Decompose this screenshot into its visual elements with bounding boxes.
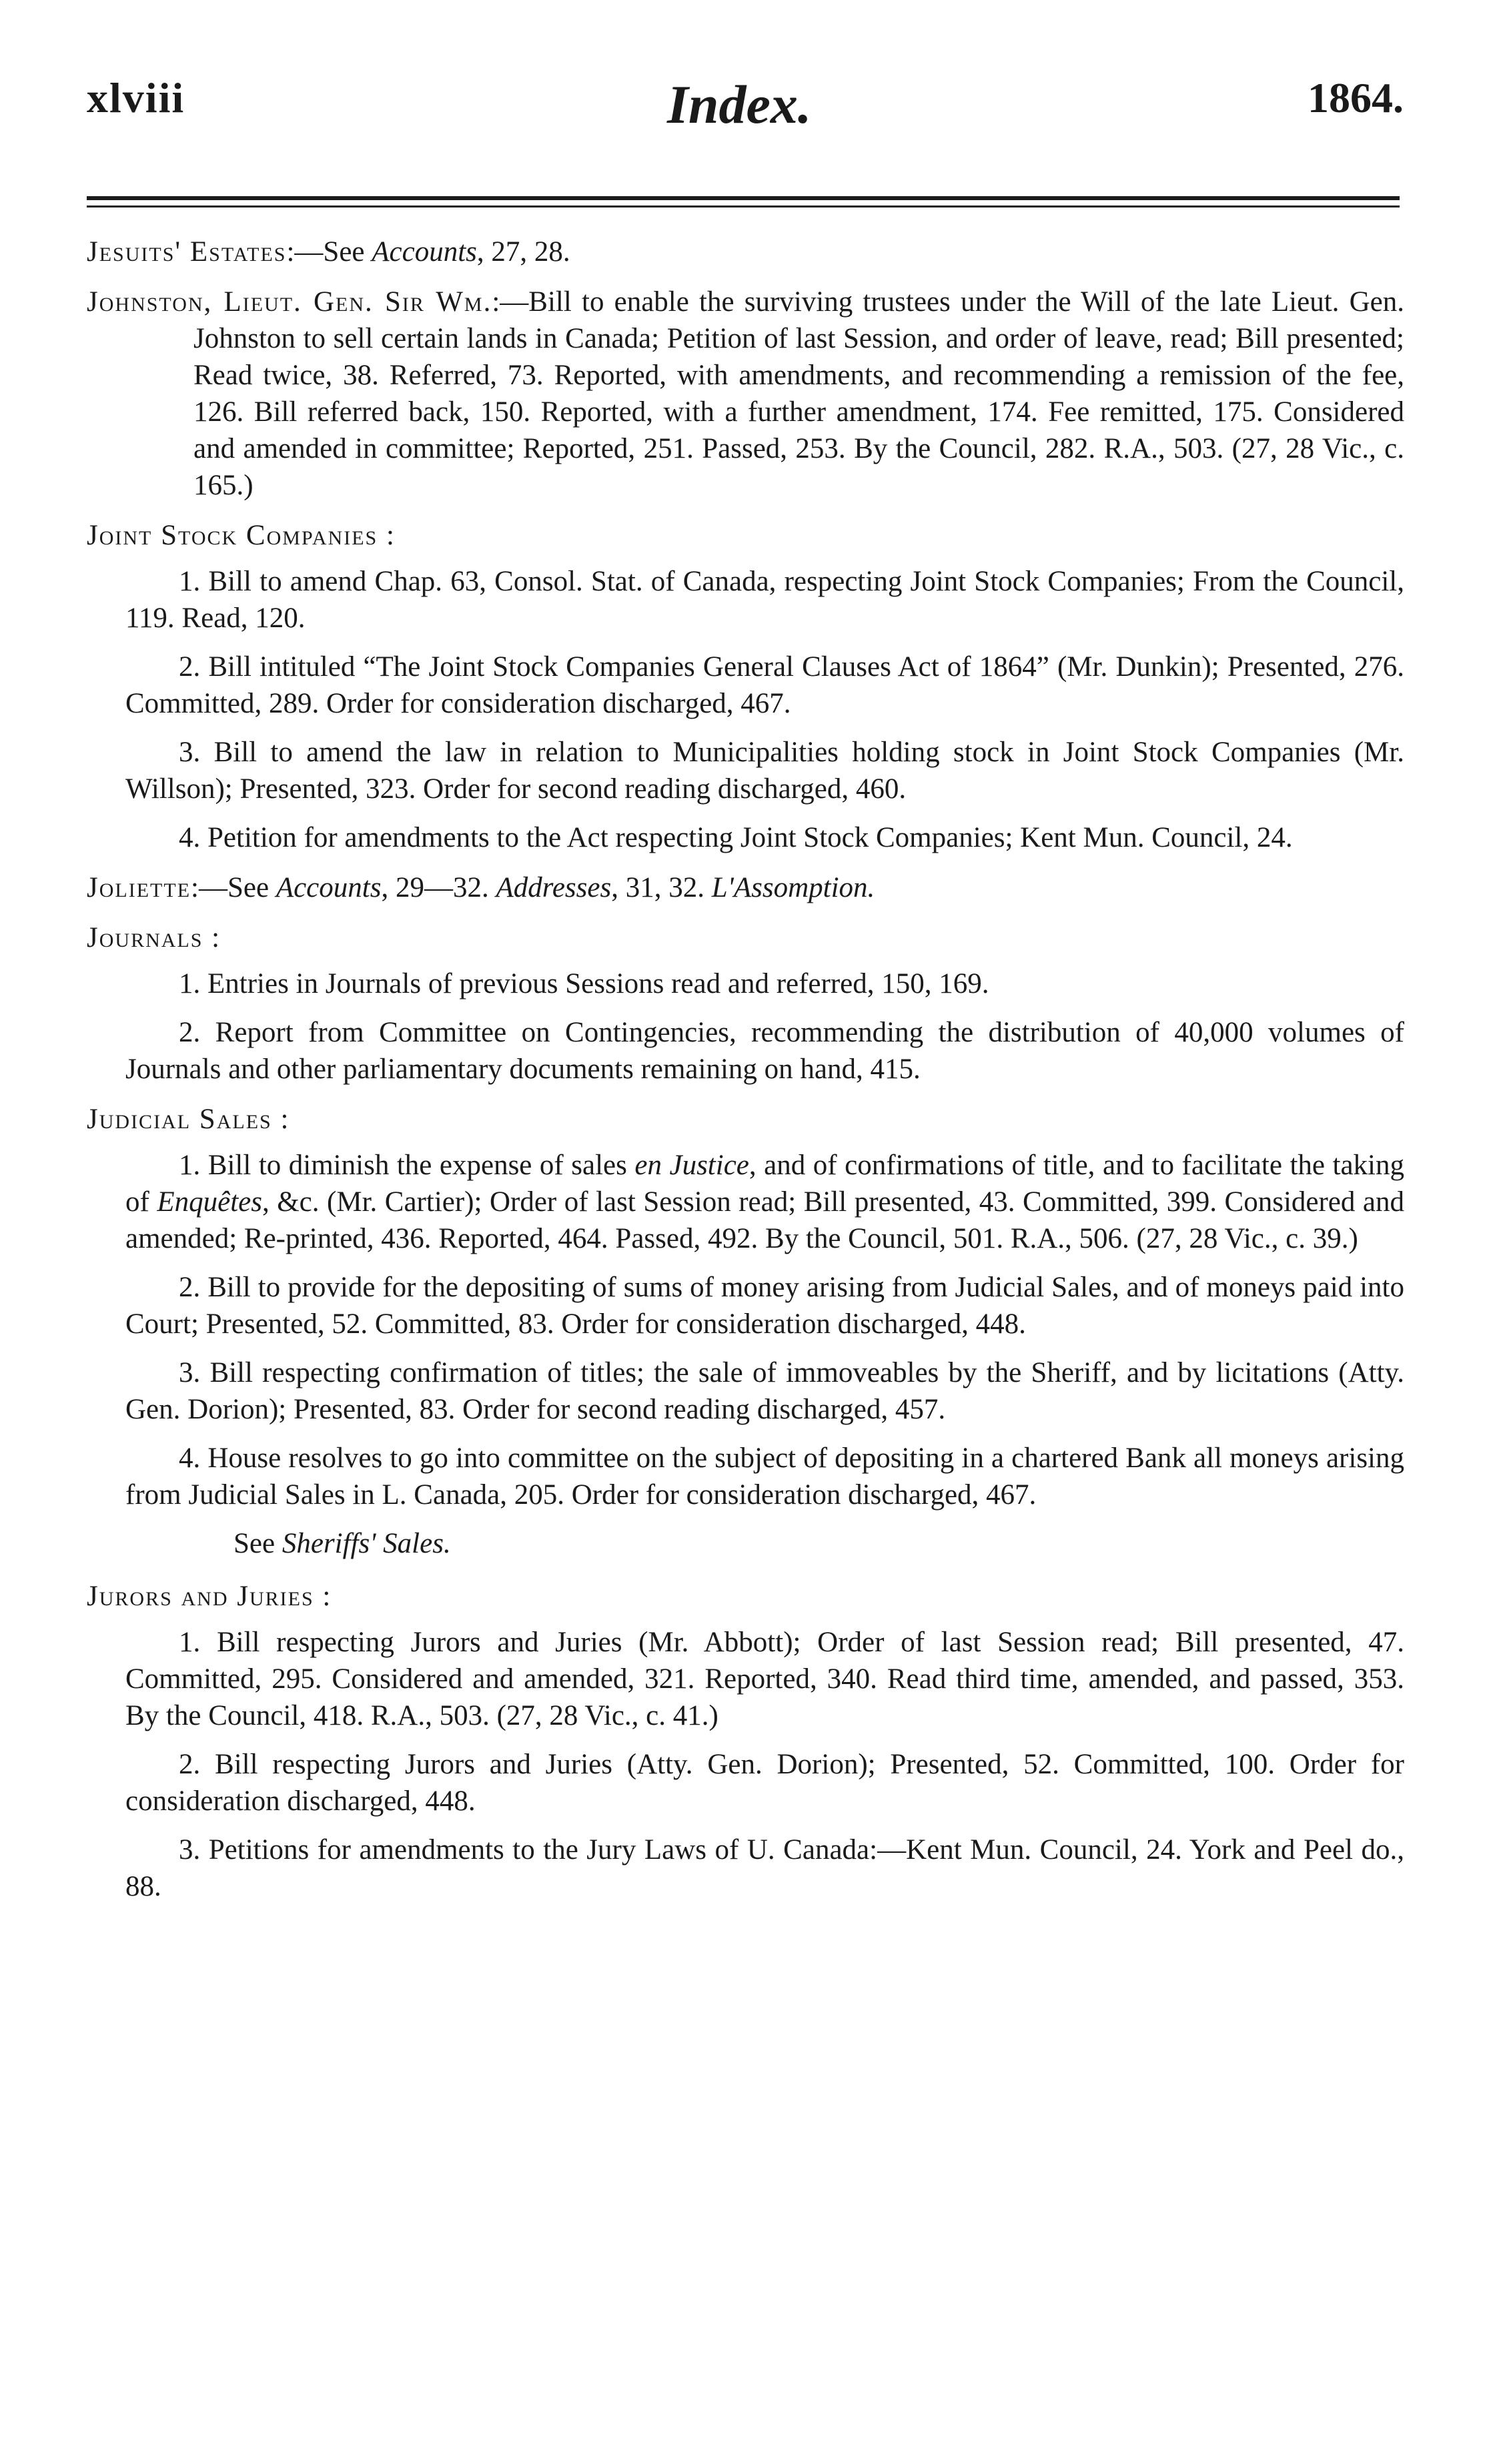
sub-item: 3. Petitions for amendments to the Jury Laws of U. Canada:—Kent Mun. Council, 24. York and Peel do., 88. <box>125 1834 1404 1902</box>
entry-heading: Judicial Sales : <box>87 1104 290 1135</box>
sub-item: 2. Bill intituled “The Joint Stock Companies General Clauses Act of 1864” (Mr. Dunkin); Presented, 276. Committed, 289. Order for consideration discharged, 467. <box>125 651 1404 719</box>
header-rule-thick <box>87 196 1400 200</box>
cross-reference: Accounts <box>372 236 477 268</box>
sub-item: 1. Bill respecting Jurors and Juries (Mr. Abbott); Order of last Session read; Bill presented, 47. Committed, 295. Considered and amended, 321. Reported, 340. Read third time, amended, and passed, 353. By the Council, 418. R.A., 503. (27, 28 Vic., c. 41.) <box>125 1627 1404 1731</box>
cross-reference: Sheriffs' Sales. <box>282 1528 451 1559</box>
entry-heading: Jesuits' Estates <box>87 236 287 268</box>
cross-reference: Addresses <box>496 872 612 903</box>
sub-item: 2. Bill to provide for the depositing of sums of money arising from Judicial Sales, and of moneys paid into Court; Presented, 52. Committed, 83. Order for consideration discharged, 448. <box>125 1272 1404 1340</box>
index-body <box>87 234 1404 1918</box>
sub-item: 1. Entries in Journals of previous Sessions read and referred, 150, 169. <box>179 968 989 999</box>
entry-judicial-sales <box>87 1101 1404 1562</box>
see-also: See Sheriffs' Sales. <box>233 1528 451 1559</box>
cross-reference: L'Assomption. <box>711 872 875 903</box>
entry-joint-stock-companies <box>87 517 1404 856</box>
sub-item: 2. Report from Committee on Contingencies, recommending the distribution of 40,000 volumes of Journals and other parliamentary documents remaining on hand, 415. <box>125 1017 1404 1085</box>
entry-heading: Johnston, Lieut. Gen. Sir Wm. <box>87 286 492 318</box>
entry-heading: Joint Stock Companies : <box>87 520 396 551</box>
header-rule-thin <box>87 206 1400 208</box>
page-number: xlviii <box>87 74 185 121</box>
entry-journals <box>87 919 1404 1088</box>
cross-reference: Accounts <box>276 872 382 903</box>
sub-item: 4. Petition for amendments to the Act respecting Joint Stock Companies; Kent Mun. Council, 24. <box>179 822 1293 853</box>
sub-item: 1. Bill to diminish the expense of sales en Justice, and of confirmations of title, and to facilitate the taking of Enquêtes, &c. (Mr. Cartier); Order of last Session read; Bill presented, 43. Committed, 399. Considered and amended; Re-printed, 436. Reported, 464. Passed, 492. By the Council, 501. R.A., 506. (27, 28 Vic., c. 39.) <box>125 1150 1404 1254</box>
entry-heading: Journals : <box>87 922 221 953</box>
sub-item: 4. House resolves to go into committee on the subject of depositing in a chartered Bank all moneys arising from Judicial Sales in L. Canada, 205. Order for consideration discharged, 467. <box>125 1443 1404 1511</box>
entry-text: :—Bill to enable the surviving trustees under the Will of the late Lieut. Gen. Johnston to sell certain lands in Canada; Petition of last Session, and order of leave, read; Bill presented; Read twice, 38. Referred, 73. Reported, with amendments, and recommending a remission of the fee, 126. Bill referred back, 150. Reported, with a further amendment, 174. Fee remitted, 175. Considered and amended in committee; Reported, 251. Passed, 253. By the Council, 282. R.A., 503. (27, 28 Vic., c. 165.) <box>193 286 1404 501</box>
entry-joliette: Joliette:—See Accounts, 29—32. Addresses, 31, 32. L'Assomption. <box>87 872 875 903</box>
sub-item: 1. Bill to amend Chap. 63, Consol. Stat. of Canada, respecting Joint Stock Companies; From the Council, 119. Read, 120. <box>125 566 1404 634</box>
sub-item: 3. Bill to amend the law in relation to Municipalities holding stock in Joint Stock Companies (Mr. Willson); Presented, 323. Order for second reading discharged, 460. <box>125 737 1404 805</box>
entry-jurors-and-juries <box>87 1578 1404 1905</box>
entry-heading: Jurors and Juries : <box>87 1581 332 1612</box>
entry-johnston <box>87 284 1404 504</box>
page-header <box>0 73 1493 173</box>
entry-jesuits-estates: Jesuits' Estates:—See Accounts, 27, 28. <box>87 236 570 268</box>
entry-heading: Joliette <box>87 872 191 903</box>
page-title: Index. <box>667 74 812 135</box>
page-year: 1864. <box>1308 74 1404 121</box>
sub-item: 3. Bill respecting confirmation of titles; the sale of immoveables by the Sheriff, and by licitations (Atty. Gen. Dorion); Presented, 83. Order for second reading discharged, 457. <box>125 1357 1404 1425</box>
sub-item: 2. Bill respecting Jurors and Juries (Atty. Gen. Dorion); Presented, 52. Committed, 100. Order for consideration discharged, 448. <box>125 1749 1404 1817</box>
